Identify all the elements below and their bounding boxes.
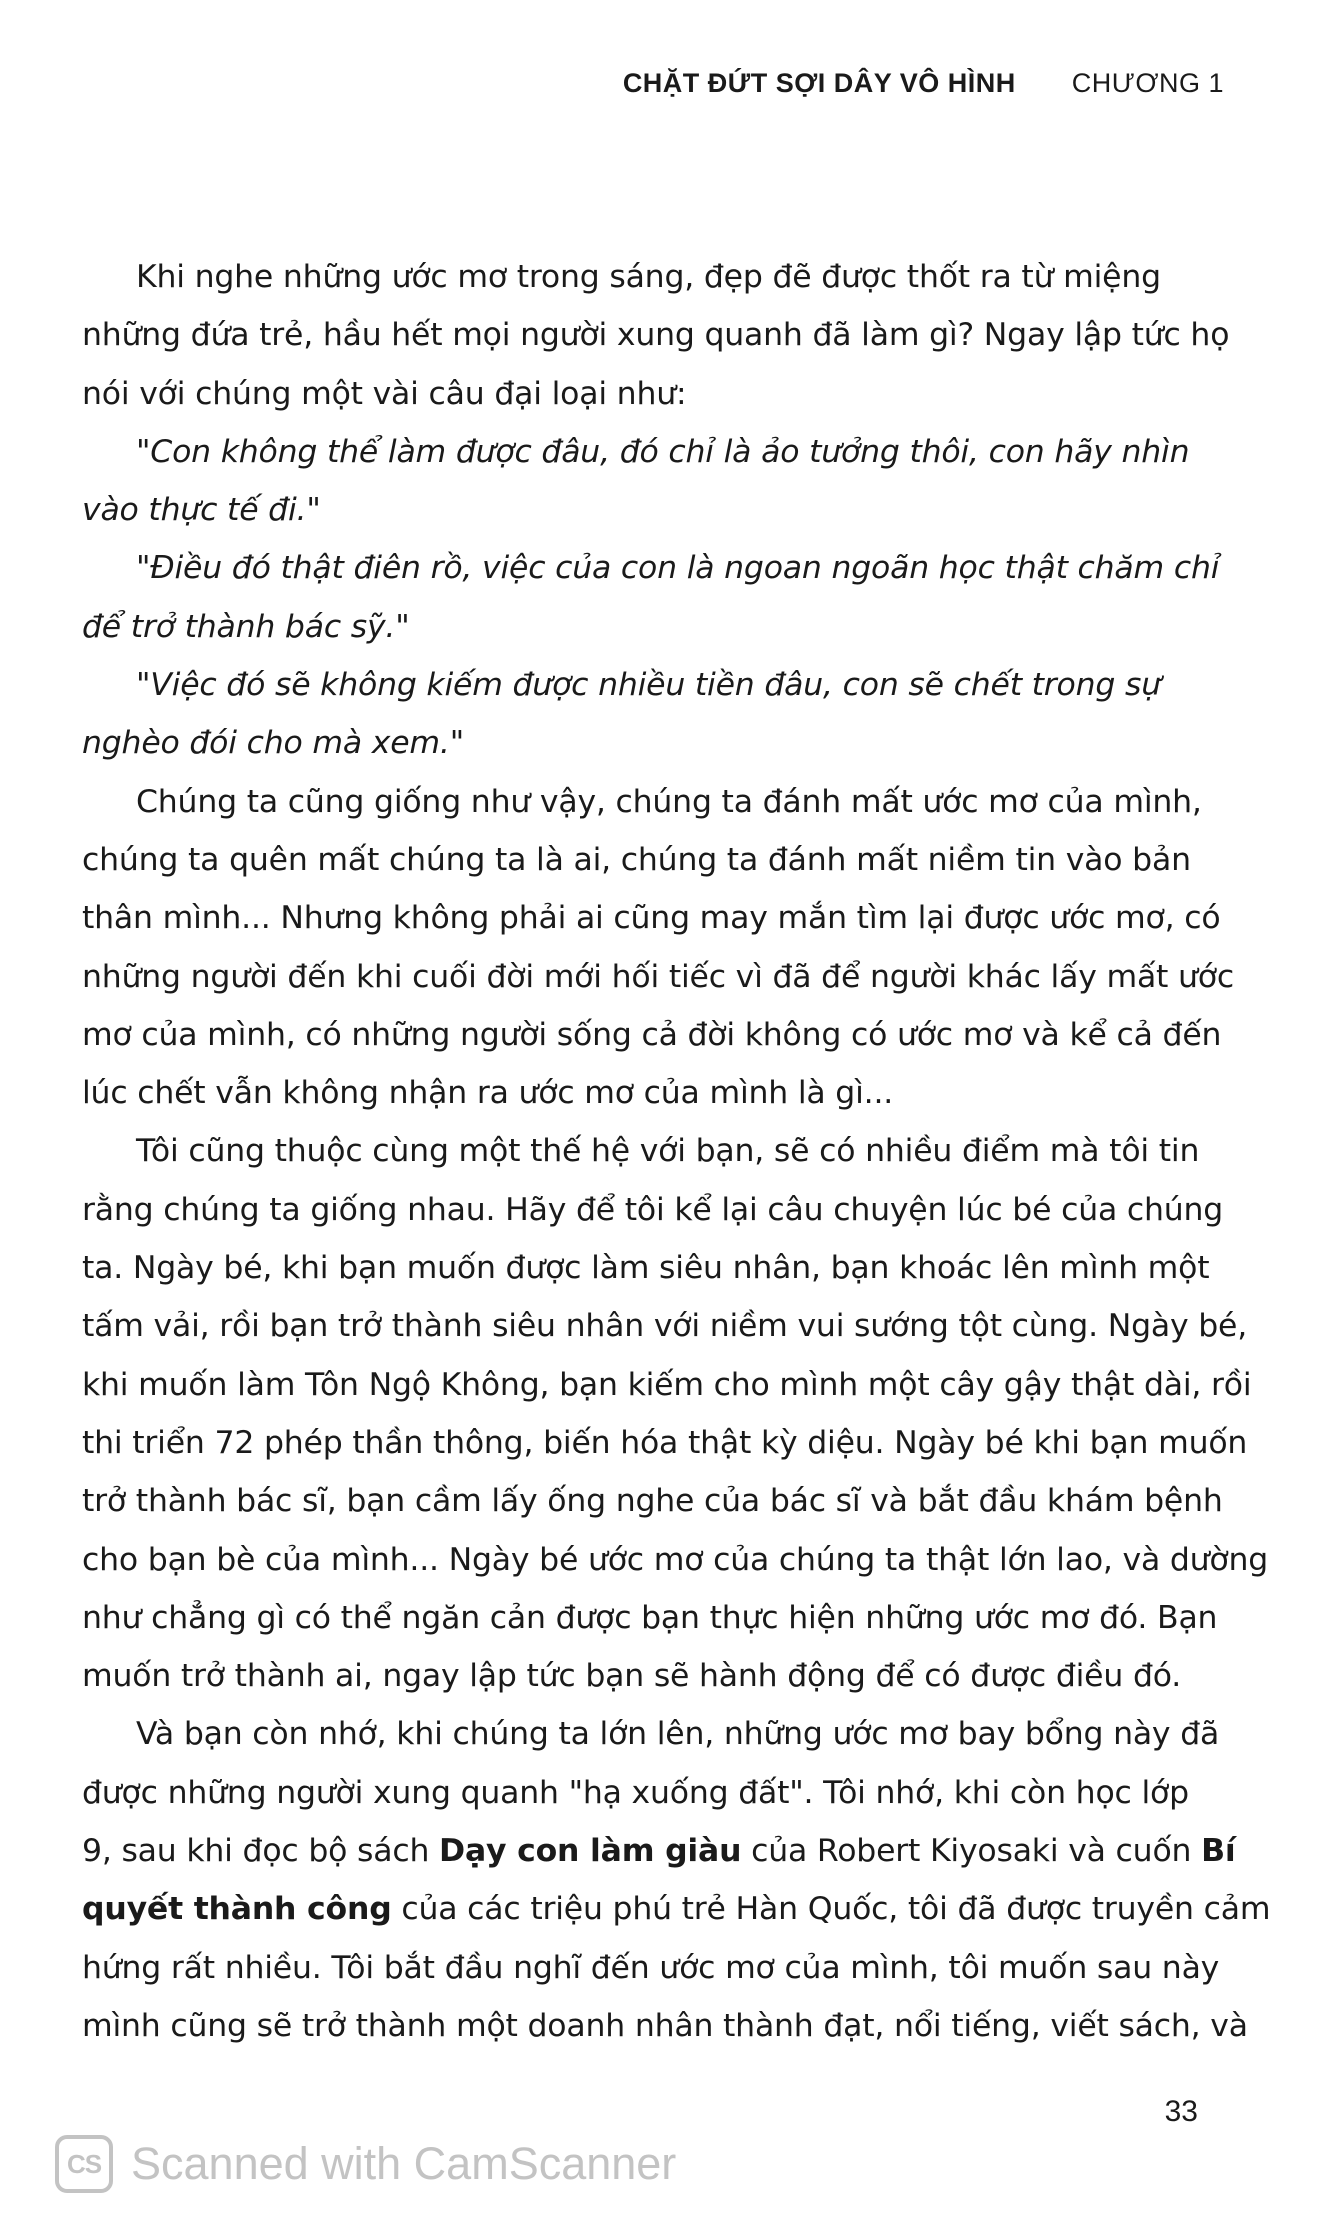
text-line: mình cũng sẽ trở thành một doanh nhân thành đạt, nổi tiếng, viết sách, và bbox=[82, 2007, 1248, 2044]
text-line: hứng rất nhiều. Tôi bắt đầu nghĩ đến ước mơ của mình, tôi muốn sau này bbox=[82, 1949, 1220, 1986]
text-line bbox=[82, 1880, 1271, 1938]
text-line: lúc chết vẫn không nhận ra ước mơ của mình là gì... bbox=[82, 1075, 894, 1112]
camscanner-logo-icon: CS bbox=[55, 2135, 113, 2193]
text-line: muốn trở thành ai, ngay lập tức bạn sẽ hành động để có được điều đó. bbox=[82, 1658, 1182, 1695]
watermark-label: Scanned with CamScanner bbox=[131, 2138, 677, 2189]
quote-line: vào thực tế đi." bbox=[82, 492, 321, 529]
text-line: Và bạn còn nhớ, khi chúng ta lớn lên, những ước mơ bay bổng này đã bbox=[136, 1716, 1220, 1753]
text-line: được những người xung quanh "hạ xuống đất". Tôi nhớ, khi còn học lớp bbox=[82, 1774, 1189, 1811]
text-line: những đứa trẻ, hầu hết mọi người xung quanh đã làm gì? Ngay lập tức họ bbox=[82, 317, 1230, 354]
text-line: tấm vải, rồi bạn trở thành siêu nhân với niềm vui sướng tột cùng. Ngày bé, bbox=[82, 1308, 1248, 1345]
text-fragment: 9, sau khi đọc bộ sách bbox=[82, 1833, 440, 1870]
text-line bbox=[82, 1822, 1242, 1880]
chapter-label: CHƯƠNG 1 bbox=[1071, 68, 1224, 98]
text-line: như chẳng gì có thể ngăn cản được bạn thực hiện những ước mơ đó. Bạn bbox=[82, 1599, 1218, 1636]
book-title: CHẶT ĐỨT SỢI DÂY VÔ HÌNH bbox=[622, 68, 1016, 98]
running-header bbox=[623, 68, 1224, 99]
quote-line: để trở thành bác sỹ." bbox=[82, 608, 410, 645]
text-line: thân mình... Nhưng không phải ai cũng may mắn tìm lại được ước mơ, có bbox=[82, 900, 1221, 937]
quote-line: "Con không thể làm được đâu, đó chỉ là ảo tưởng thôi, con hãy nhìn bbox=[136, 433, 1190, 470]
book-title-reference: Dạy con làm giàu bbox=[439, 1833, 742, 1870]
text-fragment: của các triệu phú trẻ Hàn Quốc, tôi đã được truyền cảm bbox=[391, 1891, 1271, 1928]
text-line: Khi nghe những ước mơ trong sáng, đẹp đẽ được thốt ra từ miệng bbox=[136, 259, 1161, 295]
text-fragment: của Robert Kiyosaki và cuốn bbox=[741, 1833, 1202, 1870]
book-title-reference: quyết thành công bbox=[82, 1891, 392, 1928]
book-title-reference: Bí bbox=[1201, 1833, 1236, 1870]
quote-line: nghèo đói cho mà xem." bbox=[82, 725, 464, 762]
quote-line: "Việc đó sẽ không kiếm được nhiều tiền đâu, con sẽ chết trong sự bbox=[136, 667, 1161, 704]
text-line: thi triển 72 phép thần thông, biến hóa thật kỳ diệu. Ngày bé khi bạn muốn bbox=[82, 1424, 1248, 1461]
text-line: cho bạn bè của mình... Ngày bé ước mơ của chúng ta thật lớn lao, và dường bbox=[82, 1541, 1269, 1578]
scanner-watermark bbox=[55, 2135, 676, 2193]
text-line: chúng ta quên mất chúng ta là ai, chúng ta đánh mất niềm tin vào bản bbox=[82, 841, 1191, 878]
text-line: mơ của mình, có những người sống cả đời không có ước mơ và kể cả đến bbox=[82, 1016, 1222, 1053]
text-line: khi muốn làm Tôn Ngộ Không, bạn kiếm cho mình một cây gậy thật dài, rồi bbox=[82, 1366, 1252, 1403]
text-line: Tôi cũng thuộc cùng một thế hệ với bạn, sẽ có nhiều điểm mà tôi tin bbox=[136, 1133, 1200, 1170]
text-line: Chúng ta cũng giống như vậy, chúng ta đánh mất ước mơ của mình, bbox=[136, 783, 1202, 820]
text-line: ta. Ngày bé, khi bạn muốn được làm siêu nhân, bạn khoác lên mình một bbox=[82, 1250, 1210, 1287]
text-line: nói với chúng một vài câu đại loại như: bbox=[82, 375, 687, 412]
text-line: trở thành bác sĩ, bạn cầm lấy ống nghe của bác sĩ và bắt đầu khám bệnh bbox=[82, 1483, 1223, 1520]
page-number: 33 bbox=[1164, 2095, 1198, 2128]
text-line: rằng chúng ta giống nhau. Hãy để tôi kể lại câu chuyện lúc bé của chúng bbox=[82, 1191, 1224, 1228]
body-text bbox=[82, 248, 1271, 2055]
text-line: những người đến khi cuối đời mới hối tiếc vì đã để người khác lấy mất ước bbox=[82, 958, 1234, 995]
quote-line: "Điều đó thật điên rồ, việc của con là ngoan ngoãn học thật chăm chỉ bbox=[136, 550, 1220, 587]
